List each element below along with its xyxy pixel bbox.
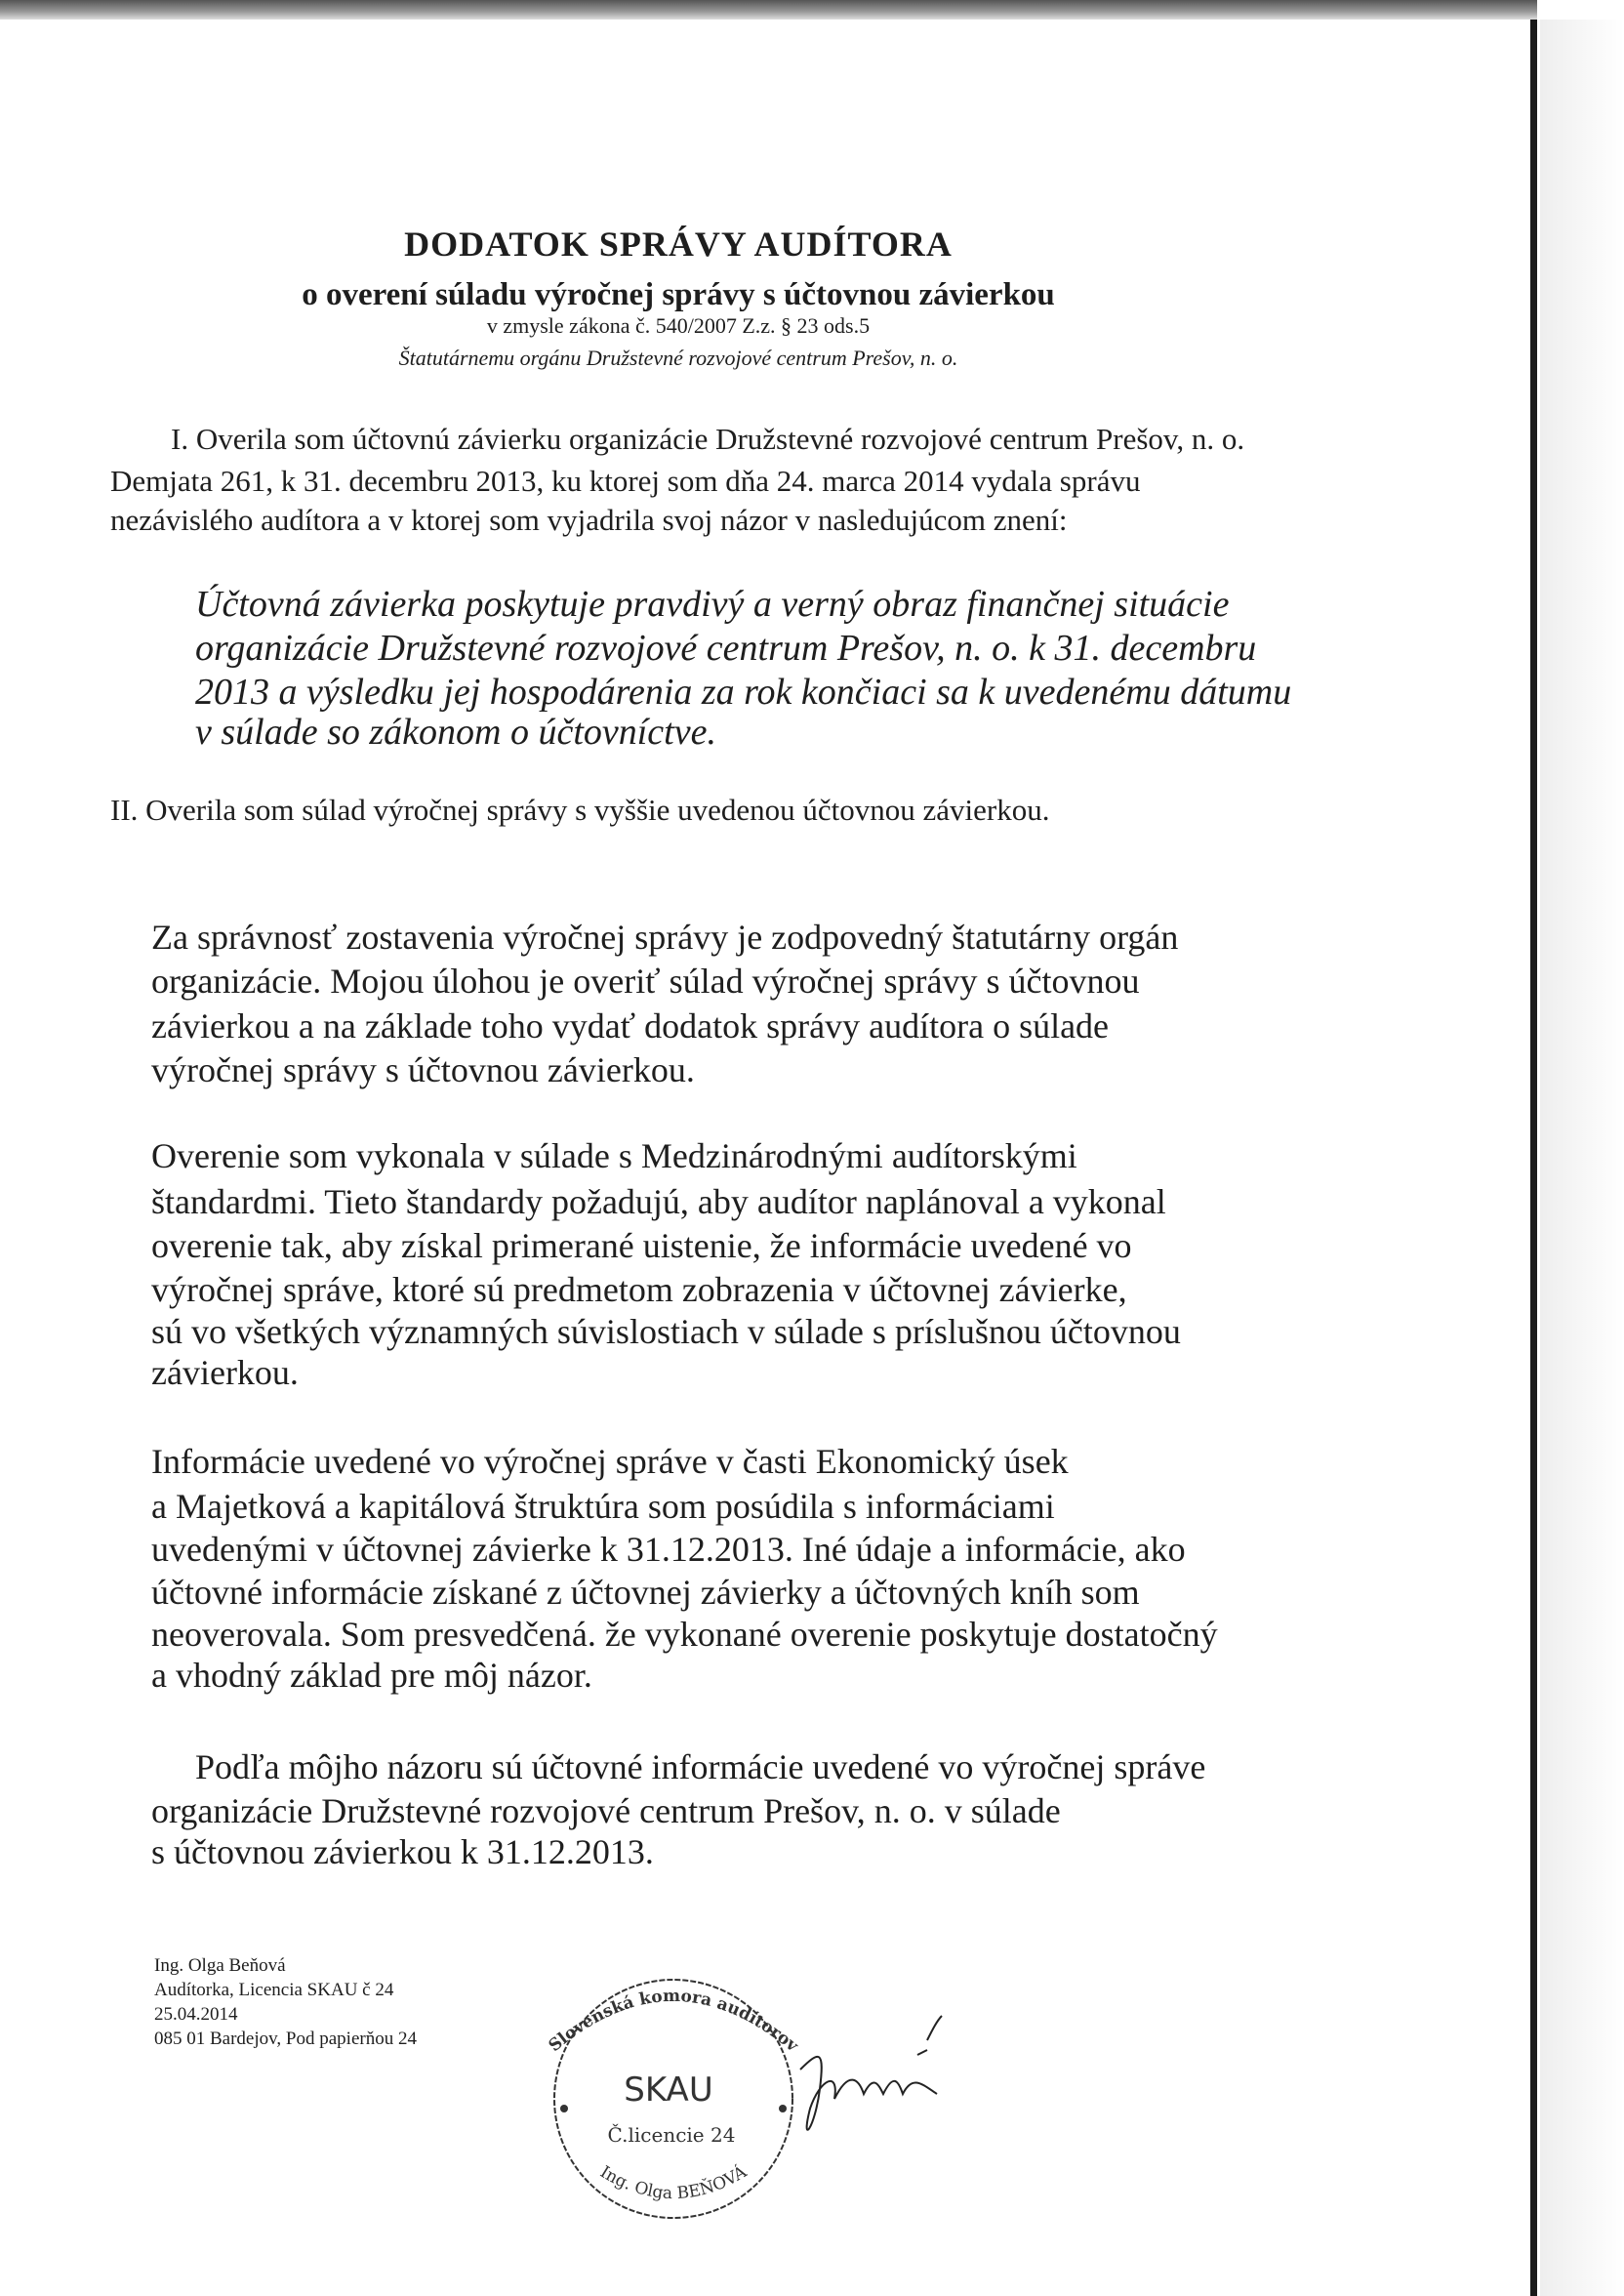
section1-line: I. Overila som účtovnú závierku organizácie Družstevné rozvojové centrum Prešov, n. o.	[171, 422, 1245, 456]
opinion-line: 2013 a výsledku jej hospodárenia za rok končiaci sa k uvedenému dátumu	[195, 672, 1292, 713]
paragraph-line: Za správnosť zostavenia výročnej správy je zodpovedný štatutárny orgán	[151, 918, 1179, 957]
document-subtitle: o overení súladu výročnej správy s účtovnou závierkou	[302, 277, 1055, 312]
scan-edge	[1530, 20, 1537, 2296]
paragraph-line: štandardmi. Tieto štandardy požadujú, aby audítor naplánoval a vykonal	[151, 1182, 1166, 1221]
addressee: Štatutárnemu orgánu Družstevné rozvojové centrum Prešov, n. o.	[398, 346, 958, 370]
paragraph-line: s účtovnou závierkou k 31.12.2013.	[151, 1832, 654, 1871]
paragraph-line: neoverovala. Som presvedčená. že vykonané overenie poskytuje dostatočný	[151, 1615, 1218, 1654]
paragraph-line: organizácie. Mojou úlohou je overiť súlad výročnej správy s účtovnou	[151, 962, 1140, 1001]
paragraph-line: závierkou.	[151, 1353, 299, 1392]
auditor-address: 085 01 Bardejov, Pod papierňou 24	[154, 2029, 417, 2049]
paragraph-line: sú vo všetkých významných súvislostiach v súlade s príslušnou účtovnou	[151, 1312, 1181, 1351]
auditor-name: Ing. Olga Beňová	[154, 1955, 286, 1976]
section1-line: Demjata 261, k 31. decembru 2013, ku ktorej som dňa 24. marca 2014 vydala správu	[110, 464, 1141, 498]
paragraph-line: výročnej správy s účtovnou závierkou.	[151, 1050, 695, 1089]
stamp-center: SKAU	[624, 2070, 713, 2110]
scan-margin	[1540, 20, 1624, 2296]
paragraph-line: výročnej správe, ktoré sú predmetom zobrazenia v účtovnej závierke,	[151, 1270, 1127, 1309]
auditor-stamp	[547, 1962, 800, 2226]
paragraph-line: závierkou a na základe toho vydať dodatok správy audítora o súlade	[151, 1006, 1110, 1046]
paragraph-line: overenie tak, aby získal primerané uistenie, že informácie uvedené vo	[151, 1226, 1132, 1265]
opinion-line: Účtovná závierka poskytuje pravdivý a verný obraz finančnej situácie	[195, 584, 1230, 625]
paragraph-line: Overenie som vykonala v súlade s Medzinárodnými audítorskými	[151, 1136, 1077, 1175]
svg-text:Ing. Olga BEŇOVÁ	[596, 2161, 751, 2203]
section2-heading: II. Overila som súlad výročnej správy s vyššie uvedenou účtovnou závierkou.	[110, 793, 1050, 827]
paragraph-line: Podľa môjho názoru sú účtovné informácie uvedené vo výročnej správe	[195, 1747, 1206, 1786]
stamp-bottom-text: Ing. Olga BEŇOVÁ	[596, 2162, 751, 2204]
opinion-line: v súlade so zákonom o účtovníctve.	[195, 712, 716, 753]
paragraph-line: a vhodný základ pre môj názor.	[151, 1656, 592, 1695]
scan-top-border	[0, 0, 1537, 20]
report-date: 25.04.2014	[154, 2004, 238, 2025]
law-reference: v zmysle zákona č. 540/2007 Z.z. § 23 ods.5	[486, 313, 871, 338]
section1-line: nezávislého audítora a v ktorej som vyjadrila svoj názor v nasledujúcom znení:	[110, 503, 1068, 537]
paragraph-line: účtovné informácie získané z účtovnej závierky a účtovných kníh som	[151, 1573, 1140, 1612]
auditor-license: Audítorka, Licencia SKAU č 24	[154, 1980, 394, 2000]
stamp-license: Č.licencie 24	[607, 2123, 736, 2147]
paragraph-line: uvedenými v účtovnej závierke k 31.12.2013. Iné údaje a informácie, ako	[151, 1530, 1186, 1569]
opinion-line: organizácie Družstevné rozvojové centrum Prešov, n. o. k 31. decembru	[195, 628, 1257, 669]
signature	[781, 2011, 976, 2157]
paragraph-line: a Majetková a kapitálová štruktúra som posúdila s informáciami	[151, 1487, 1055, 1526]
paragraph-line: organizácie Družstevné rozvojové centrum Prešov, n. o. v súlade	[151, 1791, 1061, 1830]
document-title: DODATOK SPRÁVY AUDÍTORA	[404, 225, 953, 264]
paragraph-line: Informácie uvedené vo výročnej správe v časti Ekonomický úsek	[151, 1442, 1069, 1481]
stamp-ring-text: Slovenská komora audítorov	[545, 1986, 802, 2057]
